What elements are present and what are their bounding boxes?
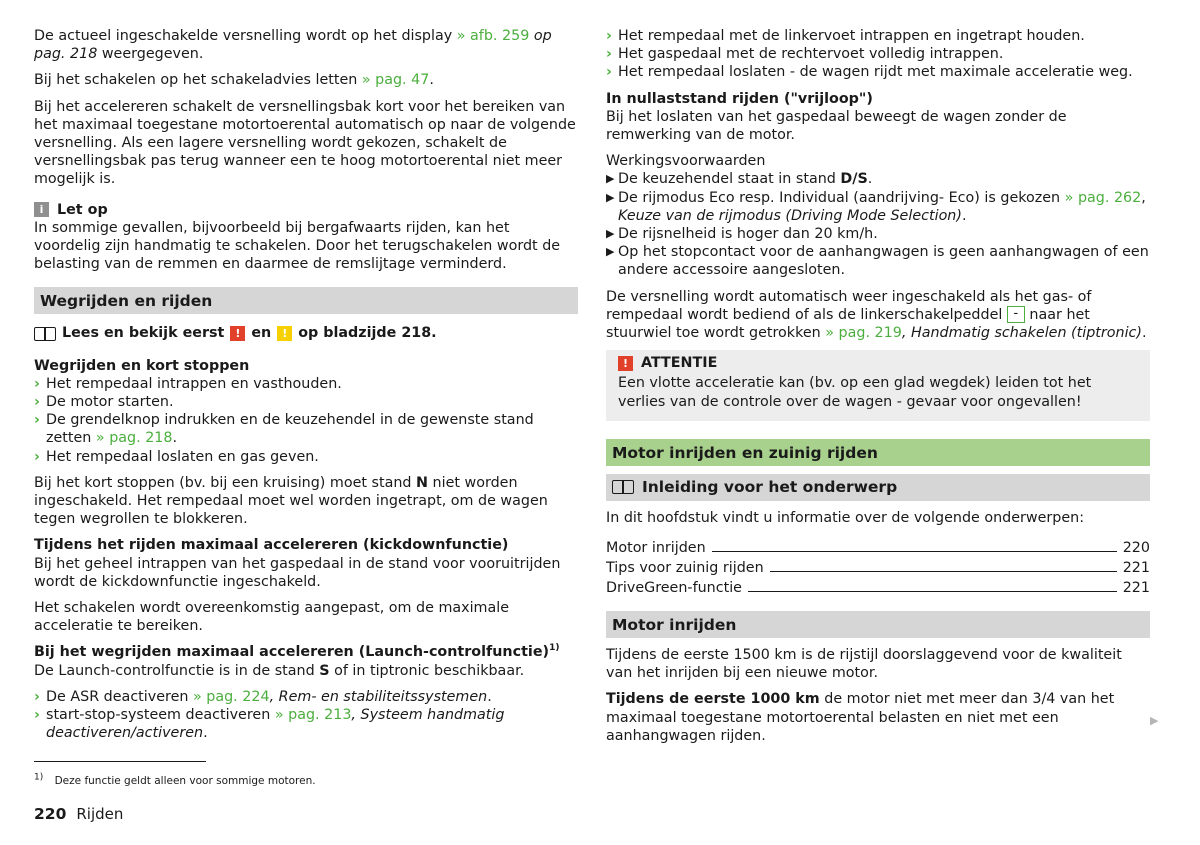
warning-yellow-icon: !	[277, 326, 292, 341]
condition-item: ▶ Op het stopcontact voor de aanhangwagen is geen aanhangwagen of een andere accessoire aangesloten.	[606, 244, 1149, 279]
right-column	[606, 27, 1150, 753]
list-item: › Het rempedaal intrappen en vasthouden.	[34, 375, 342, 392]
note-heading: i Let op	[34, 201, 578, 219]
link-page-224[interactable]: » pag. 224	[192, 688, 270, 705]
list-item: › Het rempedaal met de linkervoet intrappen en ingetrapt houden.	[606, 28, 1085, 44]
condition-item: ▶ De rijmodus Eco resp. Individual (aandrijving- Eco) is gekozen » pag. 262, Keuze van de rijmodus (Driving Mode Selection).	[606, 189, 1146, 224]
list-item: › Het rempedaal loslaten - de wagen rijdt met maximale acceleratie weg.	[606, 64, 1133, 81]
paragraph-first-1500: Tijdens de eerste 1500 km is de rijstijl doorslaggevend voor de kwaliteit van het inrijden bij een nieuwe motor.	[606, 647, 1122, 682]
page-number: 220	[34, 805, 67, 823]
chevron-right-icon: ›	[34, 688, 40, 705]
list-item: › De ASR deactiveren » pag. 224, Rem- en stabiliteitssystemen.	[34, 688, 492, 705]
paragraph-re-engage: De versnelling wordt automatisch weer ingeschakeld als het gas- of rempedaal wordt bediend of als de linkerschakelpeddel - naar het stuurwiel toe wordt getrokken » pag. 219, Handmatig schakelen (tiptronic).	[606, 288, 1147, 342]
paragraph-first-1000: Tijdens de eerste 1000 km de motor niet met meer dan 3/4 van het maximaal toegestane motortoerental belasten en niet met een aanhangwagen rijden.	[606, 691, 1115, 744]
link-page-213[interactable]: » pag. 213	[274, 707, 352, 724]
paragraph-accelerating: Bij het accelereren schakelt de versnellingsbak kort voor het bereiken van het maximaal toegestane motortoerental automatisch op naar de volgende versnelling. Als een lagere versnelling wordt gekozen, schakelt de versnellingsbak pas terug wanneer een te hoog motortoerental niet meer mogelijk is.	[34, 98, 576, 188]
read-first-line: Lees en bekijk eerst ! en ! op bladzijde 218.	[34, 324, 578, 342]
paragraph-short-stop: Bij het kort stoppen (bv. bij een kruising) moet stand N niet worden ingeschakeld. Het rempedaal moet wel worden ingetrapt, om de wagen tegen wegrollen te blokkeren.	[34, 474, 548, 528]
condition-item: ▶ De keuzehendel staat in stand D/S.	[606, 171, 873, 188]
list-item: › start-stop-systeem deactiveren » pag. 213, Systeem handmatig deactiveren/activeren.	[34, 707, 505, 742]
section-heading-motor-inrijden: Motor inrijden	[606, 611, 1150, 638]
paragraph-shift-advice: Bij het schakelen op het schakeladvies letten » pag. 47.	[34, 72, 434, 89]
link-page-218[interactable]: » pag. 218	[95, 430, 173, 447]
toc-row[interactable]: DriveGreen-functie 221	[606, 579, 1150, 596]
toc-row[interactable]: Tips voor zuinig rijden 221	[606, 559, 1150, 576]
chevron-right-icon: ›	[606, 64, 612, 81]
paragraph-kickdown: Bij het geheel intrappen van het gaspedaal in de stand voor vooruitrijden wordt de kickdownfunctie ingeschakeld.	[34, 555, 561, 590]
triangle-bullet-icon: ▶	[606, 172, 615, 186]
subheading-wegrijden-stoppen: Wegrijden en kort stoppen	[34, 357, 250, 374]
page-footer	[34, 805, 123, 823]
chevron-right-icon: ›	[34, 707, 40, 724]
link-page-47[interactable]: » pag. 47	[361, 72, 430, 89]
subheading-kickdown: Tijdens het rijden maximaal accelereren (kickdownfunctie)	[34, 537, 509, 554]
continue-arrow-icon: ▶	[1150, 714, 1159, 727]
chapter-title: Rijden	[76, 805, 124, 823]
list-item: › Het gaspedaal met de rechtervoet volledig intrappen.	[606, 46, 1004, 63]
chevron-right-icon: ›	[34, 394, 40, 411]
section-heading-intro: Inleiding voor het onderwerp	[606, 474, 1150, 501]
conditions-title: Werkingsvoorwaarden	[606, 153, 766, 170]
attention-box	[606, 350, 1150, 421]
paragraph-max-accel: Het schakelen wordt overeenkomstig aangepast, om de maximale acceleratie te bereiken.	[34, 600, 510, 635]
paragraph-freewheel: Bij het loslaten van het gaspedaal beweegt de wagen zonder de remwerking van de motor.	[606, 108, 1067, 144]
left-column	[34, 27, 578, 743]
link-fig-259[interactable]: » afb. 259	[456, 28, 530, 44]
section-heading-wegrijden: Wegrijden en rijden	[34, 287, 578, 314]
link-page-262[interactable]: » pag. 262	[1064, 189, 1142, 206]
chevron-right-icon: ›	[34, 412, 40, 429]
toc-row[interactable]: Motor inrijden 220	[606, 539, 1150, 556]
list-item: › De motor starten.	[34, 394, 174, 411]
section-heading-inrijden-zuinig: Motor inrijden en zuinig rijden	[606, 439, 1150, 466]
paragraph-display-gear: De actueel ingeschakelde versnelling wordt op het display » afb. 259 op pag. 218 weergegeven.	[34, 28, 552, 63]
subheading-freewheel: In nullaststand rijden ("vrijloop")	[606, 90, 873, 107]
chevron-right-icon: ›	[606, 28, 612, 44]
footnote-mark[interactable]: 1)	[549, 643, 560, 654]
chevron-right-icon: ›	[34, 448, 40, 465]
footnote: $^{1)}$ Deze functie geldt alleen voor sommige motoren.	[34, 772, 316, 787]
triangle-bullet-icon: ▶	[606, 245, 615, 259]
paddle-minus-icon: -	[1007, 306, 1025, 323]
warning-red-icon: !	[618, 356, 633, 371]
list-item: › De grendelknop indrukken en de keuzehendel in de gewenste stand zetten » pag. 218.	[34, 412, 534, 447]
book-icon	[612, 480, 634, 494]
intro-text: In dit hoofdstuk vindt u informatie over de volgende onderwerpen:	[606, 509, 1085, 526]
book-icon	[34, 327, 56, 341]
note-text: In sommige gevallen, bijvoorbeeld bij bergafwaarts rijden, kan het voordelig zijn handmatig te schakelen. Door het terugschakelen wordt de belasting van de remmen en daarmee de remslijtage verminderd.	[34, 219, 561, 273]
warning-red-icon: !	[230, 326, 245, 341]
subheading-launch-control: Bij het wegrijden maximaal accelereren (Launch-controlfunctie)$^{1)}$	[34, 643, 560, 661]
chevron-right-icon: ›	[606, 46, 612, 63]
triangle-bullet-icon: ▶	[606, 190, 615, 204]
footnote-divider	[34, 761, 206, 762]
paragraph-launch-control: De Launch-controlfunctie is in de stand S of in tiptronic beschikbaar.	[34, 662, 525, 679]
condition-item: ▶ De rijsnelheid is hoger dan 20 km/h.	[606, 226, 878, 243]
attention-heading: ! ATTENTIE	[618, 354, 1138, 372]
chevron-right-icon: ›	[34, 375, 40, 392]
list-item: › Het rempedaal loslaten en gas geven.	[34, 448, 319, 465]
triangle-bullet-icon: ▶	[606, 227, 615, 241]
attention-text: Een vlotte acceleratie kan (bv. op een glad wegdek) leiden tot het verlies van de controle over de wagen - gevaar voor ongevallen!	[618, 375, 1092, 410]
link-page-219[interactable]: » pag. 219	[825, 325, 902, 342]
info-icon: i	[34, 202, 49, 217]
